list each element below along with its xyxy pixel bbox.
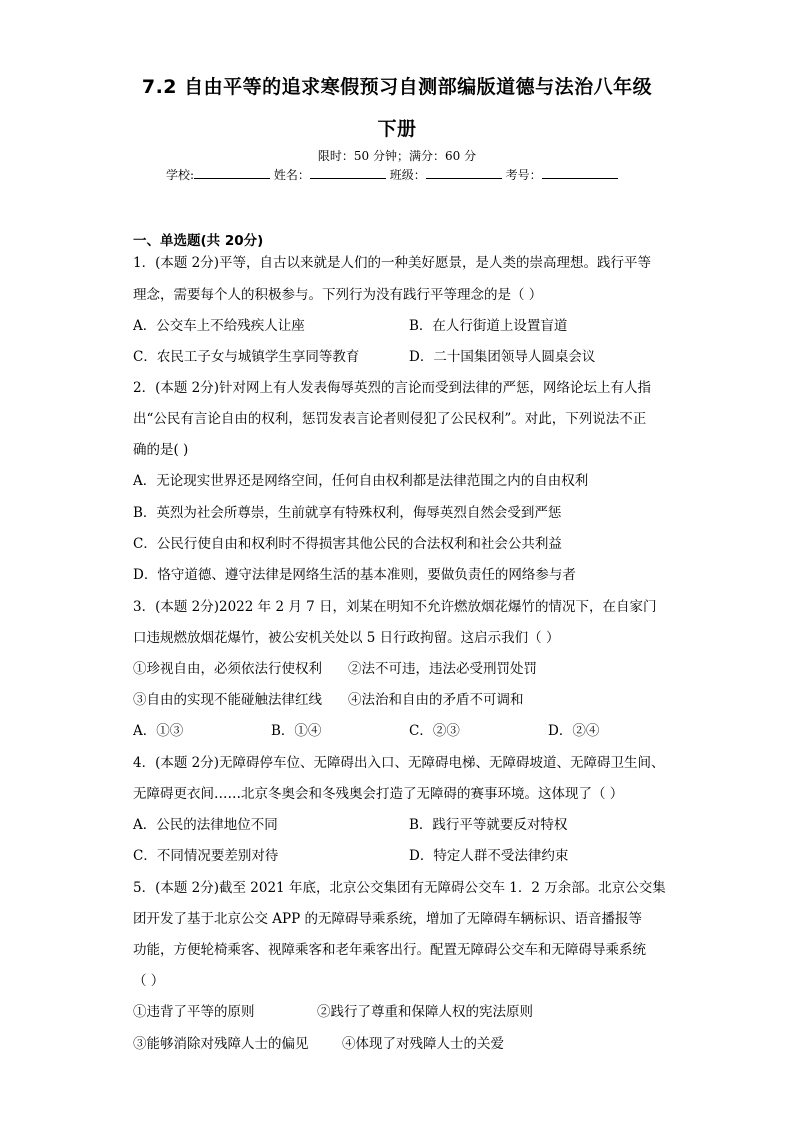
q2-option-b[interactable]: B．英烈为社会所尊崇，生前就享有特殊权利，侮辱英烈自然会受到严惩 [133,505,562,521]
number-label: 考号： [505,168,542,182]
name-blank[interactable] [310,166,386,179]
q1-line1: 1．(本题 2分)平等，自古以来就是人们的一种美好愿景，是人类的崇高理想。践行平等 [133,255,652,271]
q3-option-d[interactable]: D．②④ [548,723,600,739]
q5-line3: 功能，方便轮椅乘客、视障乘客和老年乘客出行。配置无障碍公交车和无障碍导乘系统 [133,942,646,958]
q2-option-c[interactable]: C．公民行使自由和权利时不得损害其他公民的合法权利和社会公共利益 [133,536,562,552]
q3-statement-2: ②法不可违，违法必受刑罚处罚 [348,661,537,677]
class-blank[interactable] [426,166,502,179]
q4-line2: 无障碍更衣间……北京冬奥会和冬残奥会打造了无障碍的赛事环境。这体现了（ ） [133,786,624,802]
q5-statement-1: ①违背了平等的原则 [133,1004,255,1020]
q1-option-a[interactable]: A．公交车上不给残疾人让座 [133,318,305,334]
q2-line2: 出“公民有言论自由的权利，惩罚发表言论者则侵犯了公民权利”。对此，下列说法不正 [133,411,647,427]
exam-title-line1: 7.2 自由平等的追求寒假预习自测部编版道德与法治八年级 [141,76,653,98]
q2-line3: 确的是( ) [133,442,189,458]
number-blank[interactable] [542,166,618,179]
q3-option-a[interactable]: A．①③ [133,723,184,739]
q5-statement-4: ④体现了对残障人士的关爱 [342,1036,504,1052]
q4-option-d[interactable]: D．特定人群不受法律约束 [409,848,569,864]
q4-option-c[interactable]: C．不同情况要差别对待 [133,848,279,864]
q3-statement-3: ③自由的实现不能碰触法律红线 [133,692,322,708]
q3-statement-4: ④法治和自由的矛盾不可调和 [348,692,524,708]
class-label: 班级： [389,168,426,182]
q4-option-b[interactable]: B．践行平等就要反对特权 [409,817,568,833]
q3-option-b[interactable]: B．①④ [271,723,322,739]
name-label: 姓名： [273,168,310,182]
q5-statement-2: ②践行了尊重和保障人权的宪法原则 [317,1004,533,1020]
q5-line2: 团开发了基于北京公交 APP 的无障碍导乘系统，增加了无障碍车辆标识、语音播报等 [133,911,642,927]
section-single-choice: 一、单选题(共 20分) [133,233,264,249]
q2-line1: 2．(本题 2分)针对网上有人发表侮辱英烈的言论而受到法律的严惩，网络论坛上有人指 [133,380,652,396]
q1-option-d[interactable]: D．二十国集团领导人圆桌会议 [409,349,596,365]
q1-option-c[interactable]: C．农民工子女与城镇学生享同等教育 [133,349,360,365]
q1-option-b[interactable]: B．在人行街道上设置盲道 [409,318,568,334]
q5-line1: 5．(本题 2分)截至 2021 年底，北京公交集团有无障碍公交车 1．2 万余部。北京公交集 [133,880,666,896]
q3-option-c[interactable]: C．②③ [409,723,460,739]
q5-statement-3: ③能够消除对残障人士的偏见 [133,1036,309,1052]
q5-line4: （ ） [133,973,165,989]
student-info-row [166,166,618,183]
q3-line1: 3．(本题 2分)2022 年 2 月 7 日，刘某在明知不允许燃放烟花爆竹的情况下，在自家门 [133,599,657,615]
q3-statement-1: ①珍视自由，必须依法行使权利 [133,661,322,677]
q1-line2: 理念，需要每个人的积极参与。下列行为没有践行平等理念的是（ ） [133,287,543,303]
time-limit: 限时：50 分钟；满分：60 分 [317,149,477,163]
q3-line2: 口违规燃放烟花爆竹，被公安机关处以 5 日行政拘留。这启示我们（ ） [133,630,560,646]
q2-option-d[interactable]: D．恪守道德、遵守法律是网络生活的基本准则，要做负责任的网络参与者 [133,567,576,583]
school-label: 学校: [166,168,195,182]
q4-line1: 4．(本题 2分)无障碍停车位、无障碍出入口、无障碍电梯、无障碍坡道、无障碍卫生间、 [133,755,665,771]
school-blank[interactable] [194,166,270,179]
q2-option-a[interactable]: A．无论现实世界还是网络空间，任何自由权利都是法律范围之内的自由权利 [133,473,589,489]
q4-option-a[interactable]: A．公民的法律地位不同 [133,817,278,833]
exam-title-line2: 下册 [377,118,417,140]
